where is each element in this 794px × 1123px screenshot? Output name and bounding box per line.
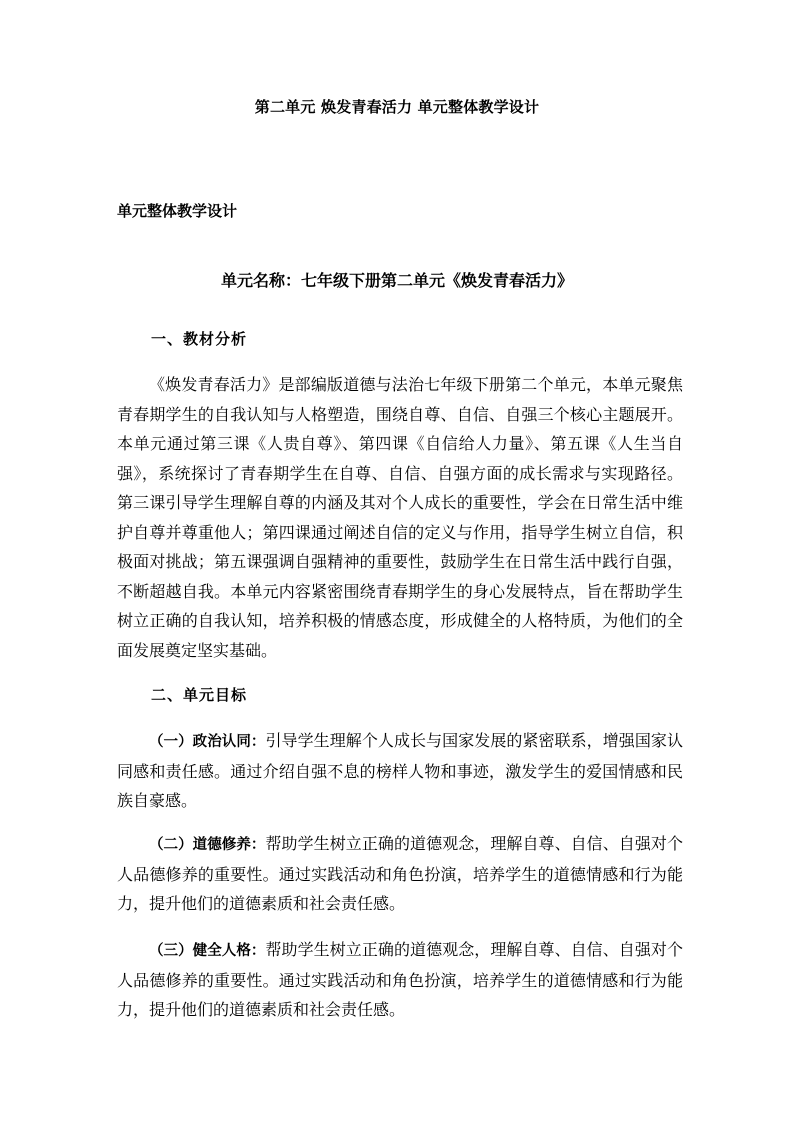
design-heading: 单元整体教学设计 (117, 202, 238, 220)
textbook-analysis-paragraph: 《焕发青春活力》是部编版道德与法治七年级下册第二个单元，本单元聚焦青春期学生的自我认知与人格塑造，围绕自尊、自信、自强三个核心主题展开。本单元通过第三课《人贵自尊》、第四课《自信给人力量》、第五课《人生当自强》，系统探讨了青春期学生在自尊、自信、自强方面的成长需求与实现路径。第三课引导学生理解自尊的内涵及其对个人成长的重要性，学会在日常生活中维护自尊并尊重他人；第四课通过阐述自信的定义与作用，指导学生树立自信，积极面对挑战；第五课强调自强精神的重要性，鼓励学生在日常生活中践行自强，不断超越自我。本单元内容紧密围绕青春期学生的身心发展特点，旨在帮助学生树立正确的自我认知，培养积极的情感态度，形成健全的人格特质，为他们的全面发展奠定坚实基础。 (117, 375, 683, 660)
unit-name-heading: 单元名称：七年级下册第二单元《焕发青春活力》 (220, 271, 573, 290)
goal-label: （三）健全人格： (149, 942, 266, 959)
goal-label: （一）政治认同： (149, 733, 266, 750)
goal-paragraph-political-identity (117, 726, 683, 816)
section-heading-textbook-analysis: 一、教材分析 (151, 330, 248, 348)
document-title: 第二单元 焕发青春活力 单元整体教学设计 (254, 98, 540, 116)
goal-label: （二）道德修养： (149, 836, 266, 853)
goal-text: 帮助学生树立正确的道德观念，理解自尊、自信、自强对个人品德修养的重要性。通过实践活动和角色扮演，培养学生的道德情感和行为能力，提升他们的道德素质和社会责任感。 (117, 940, 683, 1019)
goal-paragraph-sound-personality (117, 935, 683, 1025)
section-heading-unit-goals: 二、单元目标 (151, 686, 248, 704)
goal-text: 帮助学生树立正确的道德观念，理解自尊、自信、自强对个人品德修养的重要性。通过实践活动和角色扮演，培养学生的道德情感和行为能力，提升他们的道德素质和社会责任感。 (117, 834, 683, 913)
goal-paragraph-moral-cultivation (117, 829, 683, 919)
goal-text: 引导学生理解个人成长与国家发展的紧密联系，增强国家认同感和责任感。通过介绍自强不息的榜样人物和事迹，激发学生的爱国情感和民族自豪感。 (117, 731, 683, 810)
